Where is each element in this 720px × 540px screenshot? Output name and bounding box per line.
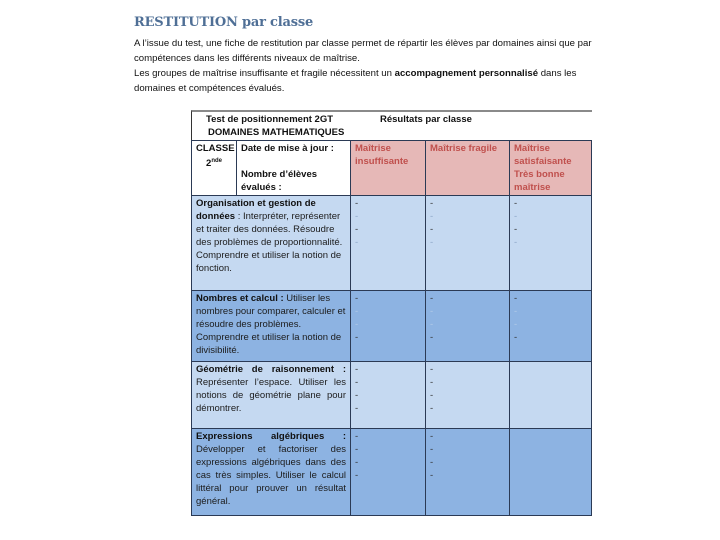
domain-competences: : Interpréter, représenter et traiter des données. Résoudre des problèmes de proportionnalité. Comprendre et utiliser la notion de fonction. [196, 211, 343, 274]
result-value: - [430, 457, 434, 468]
result-cell [510, 196, 592, 291]
result-value: - [355, 390, 359, 401]
result-cell [510, 429, 592, 516]
result-value: - [430, 364, 434, 375]
intro-paragraph-2 [134, 66, 604, 96]
domain-description [192, 429, 351, 516]
classe-sup: nde [211, 158, 222, 164]
result-value: - [430, 306, 434, 317]
domains-title: DOMAINES MATHEMATIQUES [208, 127, 345, 138]
result-cell [426, 429, 510, 516]
result-value: - [430, 293, 434, 304]
result-value: - [514, 306, 518, 317]
classe-number: 2 [206, 158, 212, 170]
results-grid [191, 140, 592, 516]
result-value: - [355, 377, 359, 388]
result-value: - [430, 390, 434, 401]
domain-row [192, 362, 592, 429]
result-cell [426, 291, 510, 362]
result-value: - [355, 444, 359, 455]
domain-description [192, 362, 351, 429]
result-value: - [430, 377, 434, 388]
result-value: - [514, 224, 518, 235]
result-cell [426, 362, 510, 429]
result-value: - [514, 198, 518, 209]
result-value: - [355, 224, 359, 235]
result-cell [426, 196, 510, 291]
intro-paragraph-1: A l’issue du test, une fiche de restitution par classe permet de répartir les élèves par domaines ainsi que par compétences dans les différents niveaux de maîtrise. [134, 38, 592, 64]
result-cell [510, 291, 592, 362]
domain-row [192, 196, 592, 291]
header-row [192, 141, 592, 196]
intro-text-part: Les groupes de maîtrise insuffisante et fragile nécessitent un [134, 68, 395, 79]
domain-name: Organisation et gestion de données [196, 198, 316, 222]
result-value: - [355, 306, 359, 317]
result-cell [351, 196, 426, 291]
result-value: - [355, 293, 359, 304]
result-value: - [514, 319, 518, 330]
result-value: - [430, 224, 434, 235]
result-value: - [514, 293, 518, 304]
level-header-insuffisante: Maîtrise insuffisante [351, 141, 426, 196]
domain-description [192, 291, 351, 362]
result-value: - [355, 332, 359, 343]
results-title: Résultats par classe [380, 114, 472, 125]
result-value: - [430, 444, 434, 455]
intro-emphasis: accompagnement personnalisé [394, 68, 539, 79]
count-label: Nombre d’élèves évalués : [241, 169, 318, 193]
result-value: - [355, 431, 359, 442]
results-table [191, 110, 592, 516]
result-cell [351, 429, 426, 516]
result-value: - [430, 431, 434, 442]
domain-name: Nombres et calcul : [196, 293, 284, 304]
classe-cell [192, 141, 237, 196]
domain-row [192, 291, 592, 362]
page-title: RESTITUTION par classe [134, 15, 314, 30]
domain-description [192, 196, 351, 291]
classe-value [196, 155, 232, 170]
result-value: - [430, 319, 434, 330]
classe-label: CLASSE [196, 143, 235, 154]
date-label: Date de mise à jour : [241, 143, 334, 154]
result-value: - [355, 364, 359, 375]
result-cell [510, 362, 592, 429]
domain-competences: Développer et factoriser des expressions algébriques dans des cas très simples. Utiliser le calcul littéral pour prouver un résultat général. [196, 444, 346, 507]
result-value: - [355, 403, 359, 414]
result-value: - [514, 237, 518, 248]
result-value: - [355, 198, 359, 209]
result-value: - [355, 319, 359, 330]
intro-text [134, 36, 604, 96]
result-value: - [430, 403, 434, 414]
intro-text-part: dans les domaines et compétences évalués. [134, 68, 577, 94]
test-title: Test de positionnement 2GT [206, 114, 334, 125]
table-title-bar [191, 110, 592, 140]
result-value: - [355, 470, 359, 481]
result-value: - [514, 211, 518, 222]
result-value: - [355, 237, 359, 248]
domain-row [192, 429, 592, 516]
domain-competences: Représenter l’espace. Utiliser les notions de géométrie plane pour démontrer. [196, 377, 346, 414]
result-value: - [430, 211, 434, 222]
domain-name: Géométrie de raisonnement : [196, 364, 346, 375]
result-value: - [355, 457, 359, 468]
result-value: - [355, 211, 359, 222]
domain-competences: Utiliser les nombres pour comparer, calculer et résoudre des problèmes. Comprendre et utiliser la notion de divisibilité. [196, 293, 346, 356]
result-value: - [430, 237, 434, 248]
result-value: - [430, 198, 434, 209]
result-value: - [430, 470, 434, 481]
result-value: - [514, 332, 518, 343]
info-cell [237, 141, 351, 196]
level-header-fragile: Maîtrise fragile [426, 141, 510, 196]
result-value: - [430, 332, 434, 343]
result-cell [351, 291, 426, 362]
domain-name: Expressions algébriques : [196, 431, 346, 442]
result-cell [351, 362, 426, 429]
level-header-satisfaisante: Maîtrise satisfaisante Très bonne maîtrise [510, 141, 592, 196]
